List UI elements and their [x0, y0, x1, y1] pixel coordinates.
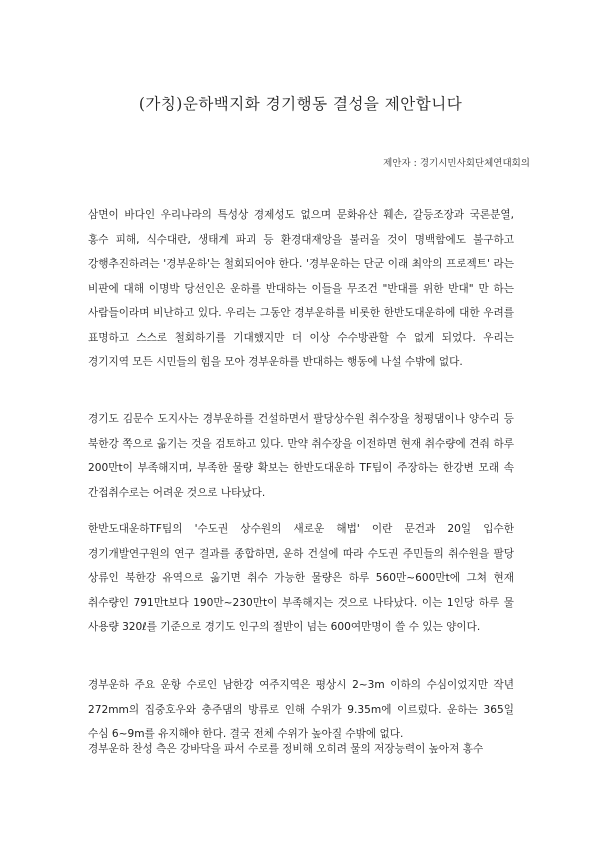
paragraph-1: 삼면이 바다인 우리나라의 특성상 경제성도 없으며 문화유산 훼손, 갈등조장과 국론분열, 홍수 피해, 식수대란, 생태계 파괴 등 환경대재앙을 불러올 것이 명백함에도 불구하고 강행추진하려는 '경부운하'는 철회되어야 한다. '경부운하는 단군 이래 최악의 프로젝트' 라는 비판에 대해 이명박 당선인은 운하를 반대하는 이들을 무조건 "반대를 위한 반대" 만 하는 사람들이라며 비난하고 있다. 우리는 그동안 경부운하를 비롯한 한반도대운하에 대한 우려를 표명하고 스스로 철회하기를 기대했지만 더 이상 수수방관할 수 없게 되었다. 우리는 경기지역 모든 시민들의 힘을 모아 경부운하를 반대하는 행동에 나설 수밖에 없다. — [88, 209, 514, 368]
paragraph-2: 경기도 김문수 도지사는 경부운하를 건설하면서 팔당상수원 취수장을 청평댐이나 양수리 등 북한강 쪽으로 옮기는 것을 검토하고 있다. 만약 취수장을 이전하면 현재 취수량에 견줘 하루 200만t이 부족해지며, 부족한 물량 확보는 한반도대운하 TF팀이 주장하는 한강변 모래 속 간접취수로는 어려운 것으로 나타났다. — [88, 413, 514, 499]
paragraph-3: 한반도대운하TF팀의 '수도권 상수원의 새로운 해법' 이란 문건과 20일 입수한 경기개발연구원의 연구 결과를 종합하면, 운하 건설에 따라 수도권 주민들의 취수원을 팔당 상류인 북한강 유역으로 옮기면 취수 가능한 물량은 하루 560만~600만t에 그쳐 현재 취수량인 791만t보다 190만~230만t이 부족해지는 것으로 나타났다. 이는 1인당 하루 물 사용량 320ℓ를 기준으로 경기도 인구의 절반이 넘는 600여만명이 쓸 수 있는 양이다. — [88, 523, 514, 633]
paragraph-4: 경부운하 주요 운항 수로인 남한강 여주지역은 평상시 2~3m 이하의 수심이었지만 작년 272mm의 집중호우와 충주댐의 방류로 인해 수위가 9.35m에 이르렀다. 운하는 365일 수심 6~9m를 유지해야 한다. 결국 전체 수위가 높아질 수밖에 없다. — [88, 679, 514, 740]
document-title: (가칭)운하백지화 경기행동 결성을 제안합니다 — [138, 95, 463, 113]
proposer-line: 제안자 : 경기시민사회단체연대회의 — [383, 158, 530, 169]
paragraph-5: 경부운하 찬성 측은 강바닥을 파서 수로를 정비해 오히려 물의 저장능력이 높아져 홍수 — [88, 743, 484, 755]
